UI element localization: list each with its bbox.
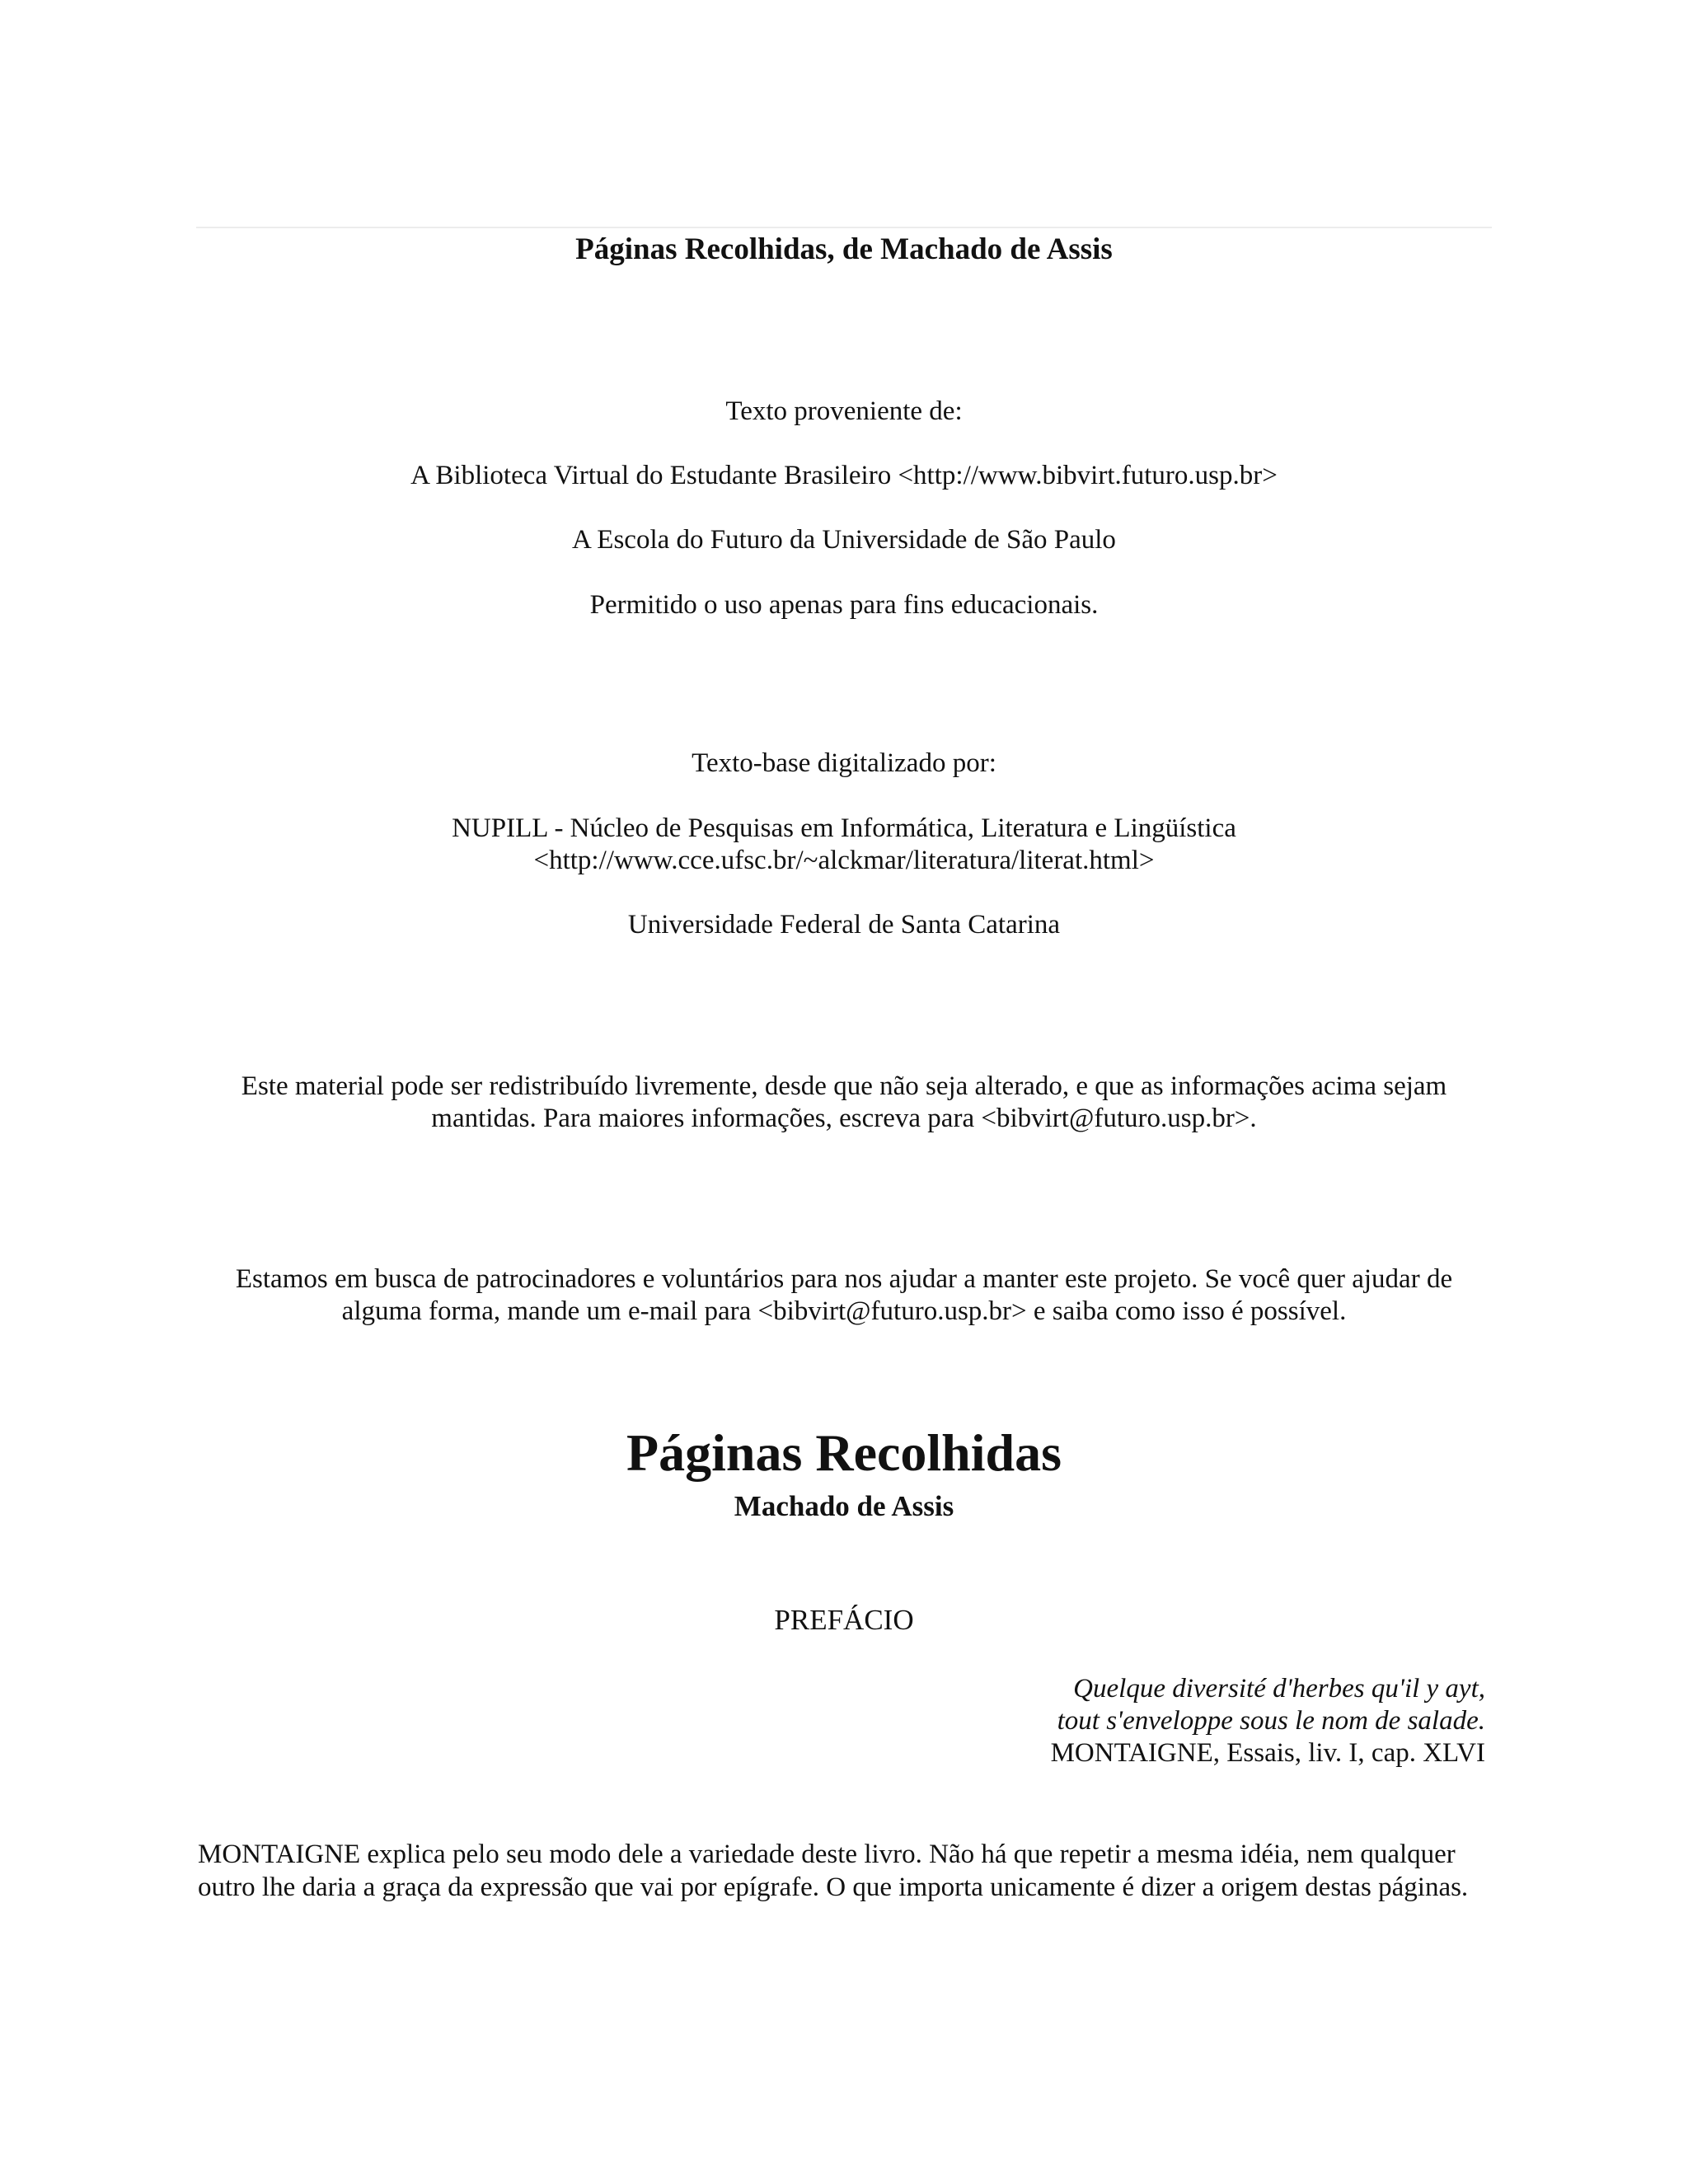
- digitized-org-line2: <http://www.cce.ufsc.br/~alckmar/literatura/literat.html>: [533, 846, 1155, 875]
- sponsors-line1: Estamos em busca de patrocinadores e voluntários para nos ajudar a manter este projeto. Se você quer ajudar de: [235, 1264, 1453, 1294]
- sponsors-line2: alguma forma, mande um e-mail para <bibvirt@futuro.usp.br> e saiba como isso é possível.: [341, 1296, 1347, 1326]
- epigraph-line2: tout s'enveloppe sous le nom de salade.: [1057, 1706, 1485, 1736]
- section-heading: PREFÁCIO: [774, 1604, 914, 1636]
- digitized-label: Texto-base digitalizado por:: [692, 748, 996, 778]
- body-line2: outro lhe daria a graça da expressão que vai por epígrafe. O que importa unicamente é dizer a origem destas páginas.: [198, 1872, 1469, 1902]
- source-library: A Biblioteca Virtual do Estudante Brasileiro <http://www.bibvirt.futuro.usp.br>: [410, 461, 1278, 490]
- header-title: Páginas Recolhidas, de Machado de Assis: [575, 232, 1113, 266]
- book-author: Machado de Assis: [734, 1490, 954, 1522]
- source-school: A Escola do Futuro da Universidade de São Paulo: [572, 525, 1116, 555]
- book-title: Páginas Recolhidas: [626, 1423, 1062, 1482]
- license-line2: mantidas. Para maiores informações, escreva para <bibvirt@futuro.usp.br>.: [431, 1104, 1257, 1133]
- body-paragraph: [198, 1838, 1500, 1904]
- body-line1: MONTAIGNE explica pelo seu modo dele a variedade deste livro. Não há que repetir a mesma idéia, nem qualquer: [198, 1840, 1456, 1869]
- source-permission: Permitido o uso apenas para fins educacionais.: [589, 590, 1099, 620]
- source-label: Texto proveniente de:: [725, 396, 963, 426]
- license-line1: Este material pode ser redistribuído livremente, desde que não seja alterado, e que as informações acima sejam: [241, 1071, 1447, 1101]
- digitized-org-line1: NUPILL - Núcleo de Pesquisas em Informática, Literatura e Lingüística: [452, 813, 1236, 843]
- epigraph-attribution: MONTAIGNE, Essais, liv. I, cap. XLVI: [1050, 1738, 1485, 1768]
- epigraph-line1: Quelque diversité d'herbes qu'il y ayt,: [1073, 1674, 1485, 1704]
- epigraph: [1051, 1673, 1485, 1769]
- digitized-university: Universidade Federal de Santa Catarina: [627, 910, 1061, 940]
- header-divider: [196, 227, 1492, 228]
